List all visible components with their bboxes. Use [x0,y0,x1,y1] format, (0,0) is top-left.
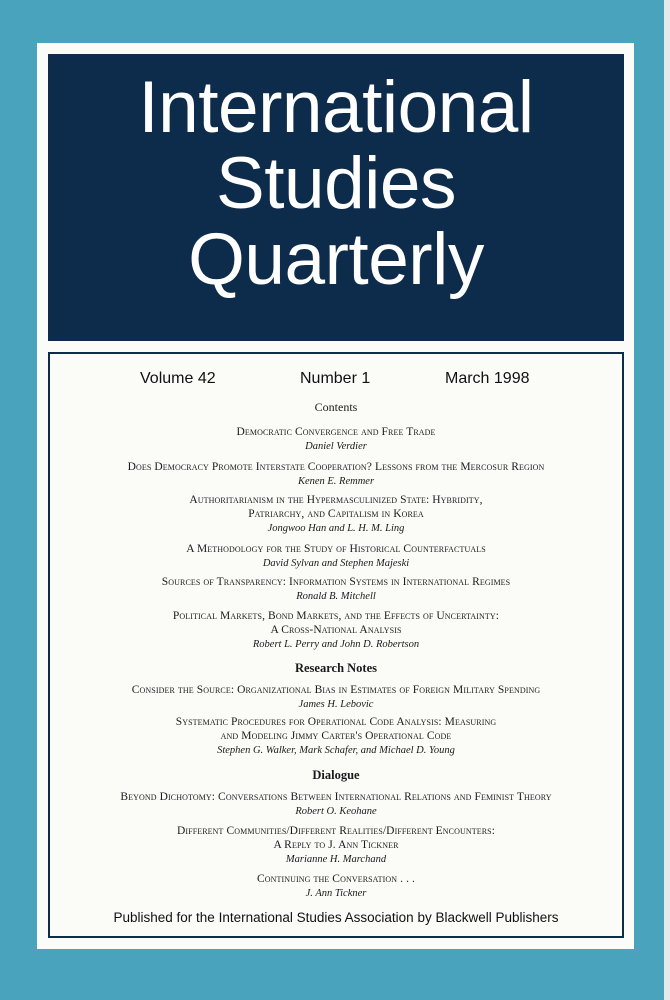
dialogue-title: Different Communities/Different Realities/Different Encounters: [176,825,495,837]
issue-date: March 1998 [445,370,530,387]
journal-title-line-3: Quarterly [188,219,484,300]
page-edge [664,0,670,1000]
dialogue-title: Beyond Dichotomy: Conversations Between International Relations and Feminist Theory [120,791,552,803]
article-authors: Ronald B. Mitchell [296,591,376,602]
dialogue-authors: Marianne H. Marchand [285,854,387,865]
article-title: A Methodology for the Study of Historical Counterfactuals [186,543,486,555]
article-authors: Daniel Verdier [305,441,367,452]
dialogue-title: Continuing the Conversation . . . [256,873,416,885]
note-title-cont: and Modeling Jimmy Carter's Operational Code [220,730,452,742]
issue-number: Number 1 [300,370,371,387]
research-notes-heading: Research Notes [294,661,378,675]
publisher-line: Published for the International Studies Association by Blackwell Publishers [113,910,559,925]
article-title-cont: A Cross-National Analysis [270,624,402,636]
article-title: Sources of Transparency: Information Systems in International Regimes [161,576,511,588]
note-authors: James H. Lebovic [298,699,374,710]
article-authors: Jongwoo Han and L. H. M. Ling [267,523,405,534]
note-title: Systematic Procedures for Operational Code Analysis: Measuring [175,716,497,728]
note-title: Consider the Source: Organizational Bias in Estimates of Foreign Military Spending [131,684,541,696]
article-title: Does Democracy Promote Interstate Cooperation? Lessons from the Mercosur Region [127,461,545,473]
issue-volume: Volume 42 [140,370,216,387]
journal-title-line-1: International [138,67,534,148]
note-authors: Stephen G. Walker, Mark Schafer, and Michael D. Young [217,745,455,756]
article-title: Political Markets, Bond Markets, and the Effects of Uncertainty: [172,610,500,622]
article-authors: Robert L. Perry and John D. Robertson [252,639,420,650]
dialogue-heading: Dialogue [312,768,360,782]
article-title: Authoritarianism in the Hypermasculinized State: Hybridity, [189,494,483,506]
article-title-cont: Patriarchy, and Capitalism in Korea [248,508,424,520]
contents-heading: Contents [314,400,358,414]
article-authors: David Sylvan and Stephen Majeski [262,558,410,569]
journal-title-block [48,54,624,341]
journal-title-line-2: Studies [216,143,456,224]
article-title: Democratic Convergence and Free Trade [236,426,436,438]
dialogue-authors: Robert O. Keohane [295,806,377,817]
dialogue-title-cont: A Reply to J. Ann Tickner [273,839,399,851]
dialogue-authors: J. Ann Tickner [305,888,367,899]
article-authors: Kenen E. Remmer [297,476,375,487]
